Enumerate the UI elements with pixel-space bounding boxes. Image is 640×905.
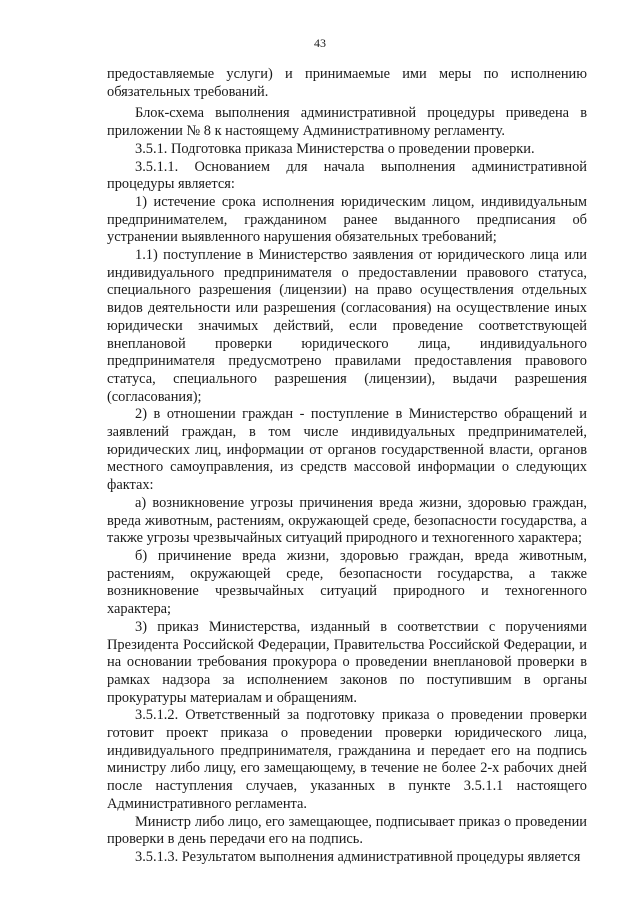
paragraph-flowchart-reference: Блок-схема выполнения административной процедуры приведена в приложении № 8 к настоящему Административному регламенту.	[107, 105, 587, 140]
list-item-2: 2) в отношении граждан - поступление в Министерство обращений и заявлений граждан, в том числе индивидуальных предпринимателей, юридических лиц, информации от органов государственной власти, органов местного самоуправления, из средств массовой информации о следующих фактах:	[107, 406, 587, 494]
list-item-1-1: 1.1) поступление в Министерство заявления от юридического лица или индивидуального предпринимателя о предоставлении правового статуса, специального разрешения (лицензии) на право осуществления отдельных видов деятельности или разрешения (согласования) на осуществление иных юридически значимых действий, если проведение соответствующей внеплановой проверки юридического лица, индивидуального предпринимателя предусмотрено правилами предоставления правового статуса, специального разрешения (лицензии), выдачи разрешения (согласования);	[107, 247, 587, 405]
page-number: 43	[314, 36, 326, 50]
list-item-2-b: б) причинение вреда жизни, здоровью граждан, вреда животным, растениям, окружающей среде, безопасности государства, а также возникновение чрезвычайных ситуаций природного и техногенного характера;	[107, 547, 587, 618]
paragraph-3-5-1-1: 3.5.1.1. Основанием для начала выполнения административной процедуры является:	[107, 158, 587, 193]
paragraph-services-continuation: предоставляемые услуги) и принимаемые ими меры по исполнению обязательных требований.	[107, 66, 587, 100]
document-body	[107, 66, 587, 867]
section-heading-3-5-1: 3.5.1. Подготовка приказа Министерства о проведении проверки.	[135, 140, 535, 157]
list-item-1: 1) истечение срока исполнения юридическим лицом, индивидуальным предпринимателем, гражданином ранее выданного предписания об устранении выявленного нарушения обязательных требований;	[107, 193, 587, 246]
list-item-3: 3) приказ Министерства, изданный в соответствии с поручениями Президента Российской Федерации, Правительства Российской Федерации, и на основании требования прокурора о проведении внеплановой проверки в рамках надзора за исполнением законов по поступившим в органы прокуратуры материалам и обращениям.	[107, 618, 587, 706]
paragraph-minister-signs: Министр либо лицо, его замещающее, подписывает приказ о проведении проверки в день передачи его на подпись.	[107, 813, 587, 848]
paragraph-3-5-1-2: 3.5.1.2. Ответственный за подготовку приказа о проведении проверки готовит проект приказа о проведении проверки юридического лица, индивидуального предпринимателя, гражданина и передает его на подпись министру либо лицу, его замещающему, в течение не более 2-х рабочих дней после наступления случаев, указанных в пункте 3.5.1.1 настоящего Административного регламента.	[107, 707, 587, 812]
paragraph-3-5-1-3: 3.5.1.3. Результатом выполнения административной процедуры является	[135, 848, 581, 865]
list-item-2-a: а) возникновение угрозы причинения вреда жизни, здоровью граждан, вреда животным, растениям, окружающей среде, безопасности государства, а также угрозы чрезвычайных ситуаций природного и техногенного характера;	[107, 494, 587, 547]
